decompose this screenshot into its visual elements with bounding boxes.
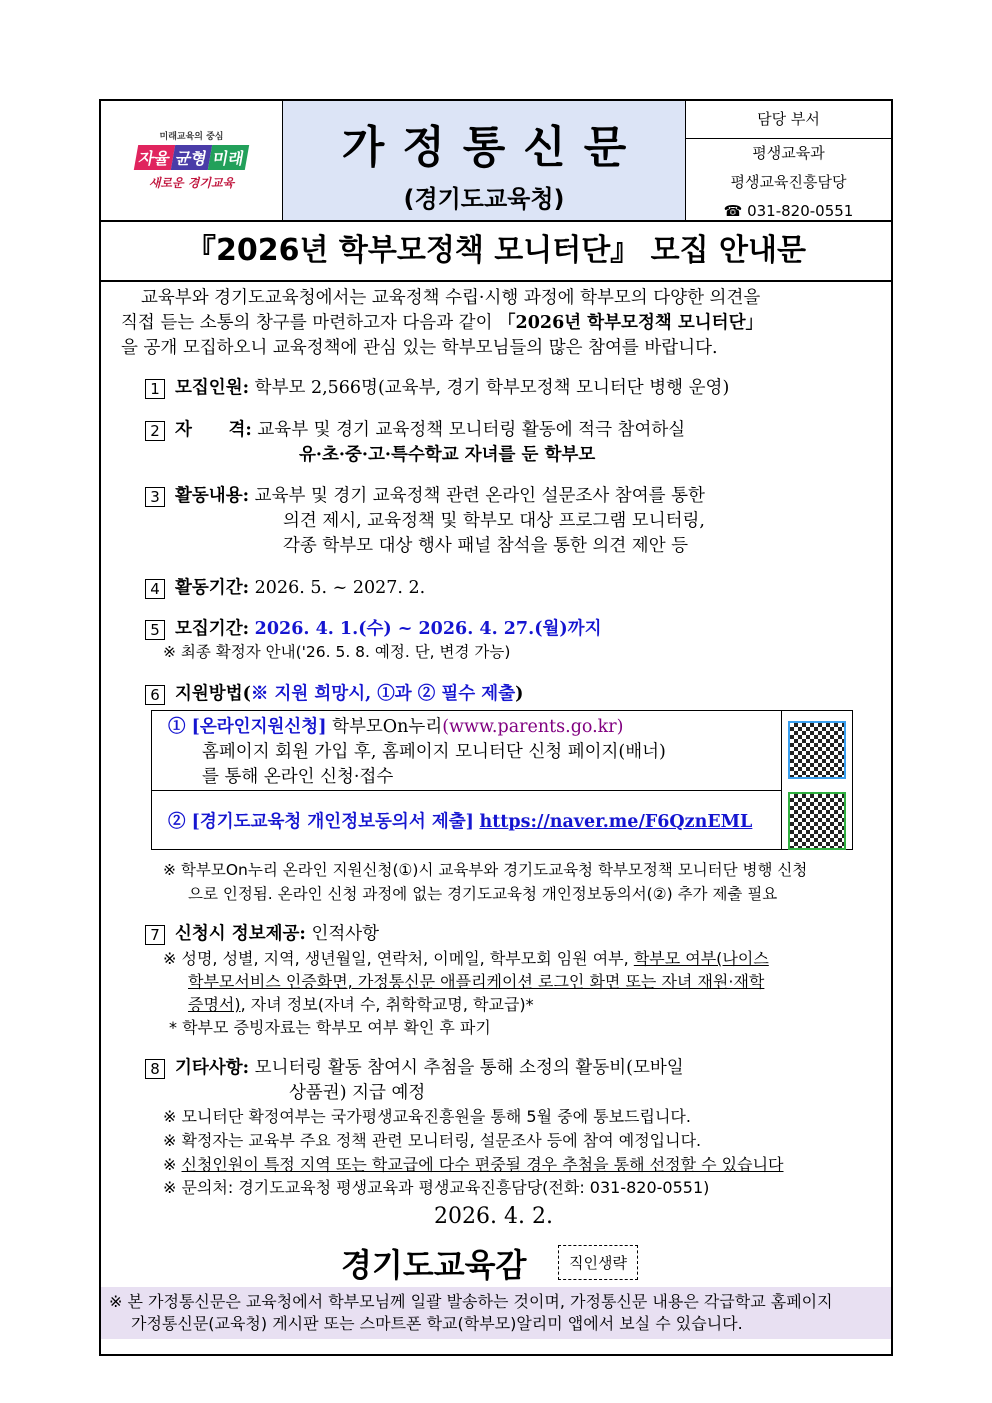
stamp-omitted: 직인생략 [558, 1245, 638, 1280]
item-text: 2026. 5. ~ 2027. 2. [254, 578, 426, 598]
logo-word: 균형 [171, 145, 212, 170]
item-text: 인적사항 [311, 924, 380, 944]
apply-note: 으로 인정됨. 온라인 신청 과정에 없는 경기도교육청 개인정보동의서(②) 추가 제출 필요 [188, 885, 778, 903]
info-text: 학부모 여부(나이스 [633, 949, 769, 968]
consent-heading: ② [경기도교육청 개인정보동의서 제출] [168, 812, 474, 832]
item-6 [145, 680, 523, 705]
item-text: 유·초·중·고·특수학교 자녀를 둔 학부모 [299, 445, 596, 465]
etc-note: ※ 모니터단 확정여부는 국가평생교육진흥원을 통해 5월 중에 통보드립니다. [163, 1107, 691, 1126]
item-text: 각종 학부모 대상 행사 패널 참석을 통한 의견 제안 등 [283, 536, 689, 556]
intro-highlight: 「2026년 학부모정책 모니터단」 [498, 313, 763, 333]
item-number: 8 [145, 1059, 165, 1079]
item-number: 1 [145, 379, 165, 399]
apply-text: 를 통해 온라인 신청·접수 [202, 767, 394, 787]
paren: ) [515, 684, 524, 704]
site-name: 학부모On누리 [332, 717, 443, 737]
footer-notice [101, 1287, 891, 1339]
item-label: 기타사항: [175, 1058, 250, 1078]
item-7 [145, 920, 379, 945]
dept-cell [686, 101, 891, 220]
logo-tagline: 미래교육의 중심 [159, 132, 224, 142]
logo-sub: 새로운 경기교육 [148, 176, 235, 190]
team-name: 평생교육진흥담당 [730, 173, 847, 191]
item-5 [145, 615, 601, 640]
apply-row-consent [152, 791, 782, 849]
item-3 [145, 482, 705, 507]
item-label: 신청시 정보제공: [175, 924, 306, 944]
document [99, 99, 893, 1356]
item-label: 모집인원: [175, 378, 250, 398]
logo-word: 자율 [134, 145, 175, 170]
qr-code-icon [790, 794, 844, 848]
item-number: 2 [145, 421, 165, 441]
title-cell [283, 101, 686, 220]
intro-line: 을 공개 모집하오니 교육정책에 관심 있는 학부모님들의 많은 참여를 바랍니다. [121, 338, 718, 358]
apply-methods-table [151, 710, 853, 850]
item-label: 지원방법( [175, 684, 251, 704]
etc-note: 신청인원이 특정 지역 또는 학교급에 다수 편중될 경우 추첨을 통해 선정할 수 있습니다 [181, 1155, 784, 1174]
item-number: 4 [145, 579, 165, 599]
intro-line: 교육부와 경기도교육청에서는 교육정책 수립·시행 과정에 학부모의 다양한 의견을 [141, 288, 761, 308]
dept-name: 평생교육과 [752, 144, 825, 162]
item-number: 6 [145, 685, 165, 705]
item-label: 자 격: [175, 420, 252, 440]
logo [101, 101, 283, 220]
footer-line: ※ 본 가정통신문은 교육청에서 학부모님께 일괄 발송하는 것이며, 가정통신문 내용은 각급학교 홈페이지 [109, 1292, 833, 1311]
dept-label: 담당 부서 [686, 101, 891, 139]
info-text: 증명서) [188, 995, 241, 1014]
issue-date: 2026. 4. 2. [434, 1204, 553, 1229]
consent-link[interactable]: https://naver.me/F6QznEML [479, 812, 753, 832]
item-text: 교육부 및 경기 교육정책 관련 온라인 설문조사 참여를 통한 [254, 486, 705, 506]
note-mark: ※ [163, 1155, 177, 1174]
info-footnote: * 학부모 증빙자료는 학부모 여부 확인 후 파기 [169, 1018, 491, 1037]
intro-text: 직접 듣는 소통의 창구를 마련하고자 다음과 같이 [121, 313, 499, 333]
parents-link[interactable]: (www.parents.go.kr) [442, 717, 624, 737]
main-title: 『2026년 학부모정책 모니터단』 모집 안내문 [101, 222, 891, 282]
info-text: , 자녀 정보(자녀 수, 취학학교명, 학교급)* [240, 995, 534, 1014]
info-text: ※ 성명, 성별, 지역, 생년월일, 연락처, 이메일, 학부모회 임원 여부, [163, 949, 634, 968]
item-note: ※ 최종 확정자 안내('26. 5. 8. 예정. 단, 변경 가능) [163, 643, 511, 661]
doc-org: (경기도교육청) [403, 185, 565, 213]
item-2 [145, 416, 685, 441]
phone: ☎ 031-820-0551 [723, 202, 854, 220]
header [101, 101, 891, 222]
item-number: 3 [145, 487, 165, 507]
item-number: 7 [145, 925, 165, 945]
item-label-note: ※ 지원 희망시, ①과 ② 필수 제출 [250, 684, 516, 704]
info-text: 학부모서비스 인증화면, 가정통신문 애플리케이션 로그인 화면 또는 자녀 재원·재학 [188, 972, 765, 991]
footer-line: 가정통신문(교육청) 게시판 또는 스마트폰 학교(학부모)알리미 앱에서 보실 수 있습니다. [131, 1314, 743, 1333]
signer: 경기도교육감 [341, 1246, 527, 1284]
item-label: 활동기간: [175, 578, 250, 598]
item-number: 5 [145, 620, 165, 640]
apply-note: ※ 학부모On누리 온라인 지원신청(①)시 교육부와 경기도교육청 학부모정책 모니터단 병행 신청 [163, 861, 808, 879]
item-4 [145, 574, 425, 599]
item-label: 활동내용: [175, 486, 250, 506]
item-text: 학부모 2,566명(교육부, 경기 학부모정책 모니터단 병행 운영) [254, 378, 730, 398]
apply-row-online [152, 711, 782, 791]
item-text: 모니터링 활동 참여시 추첨을 통해 소정의 활동비(모바일 [254, 1058, 684, 1078]
etc-note: ※ 확정자는 교육부 주요 정책 관련 모니터링, 설문조사 등에 참여 예정입니다. [163, 1131, 702, 1150]
logo-word: 미래 [208, 145, 249, 170]
item-text: 교육부 및 경기 교육정책 모니터링 활동에 적극 참여하실 [257, 420, 686, 440]
doc-title: 가정통신문 [341, 122, 645, 173]
item-label: 모집기간: [175, 619, 250, 639]
item-text: 상품권) 지급 예정 [289, 1083, 426, 1103]
item-8 [145, 1054, 684, 1079]
online-apply-heading: ① [온라인지원신청] [168, 717, 327, 737]
qr-code-icon [790, 723, 844, 777]
recruit-period: 2026. 4. 1.(수) ~ 2026. 4. 27.(월)까지 [254, 619, 602, 639]
apply-text: 홈페이지 회원 가입 후, 홈페이지 모니터단 신청 페이지(배너) [202, 742, 666, 762]
item-text: 의견 제시, 교육정책 및 학부모 대상 프로그램 모니터링, [283, 511, 705, 531]
etc-note: ※ 문의처: 경기도교육청 평생교육과 평생교육진흥담당(전화: 031-820-0551) [163, 1178, 710, 1197]
item-1 [145, 374, 729, 399]
intro-line [121, 309, 763, 334]
